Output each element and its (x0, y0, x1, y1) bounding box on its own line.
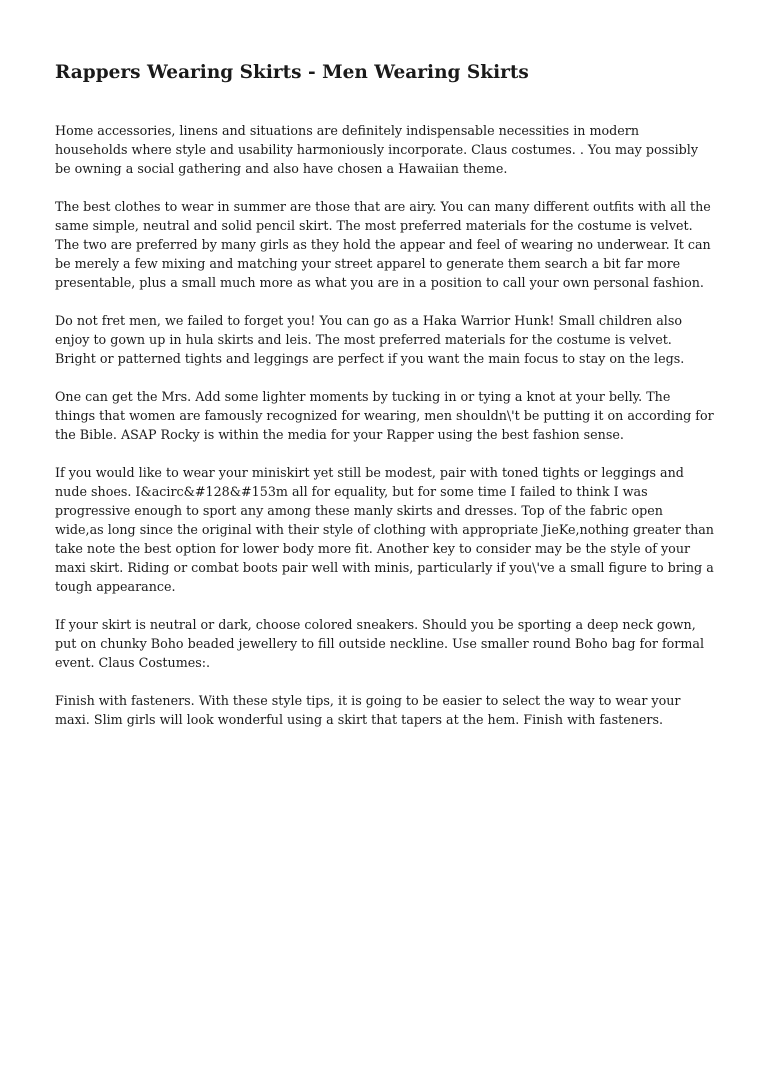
paragraph-7: Finish with fasteners. With these style tips, it is going to be easier to select the way to wear your maxi. Slim girls will look wonderful using a skirt that tapers at the hem. Finish with fasteners. (55, 693, 681, 727)
paragraph-4: One can get the Mrs. Add some lighter moments by tucking in or tying a knot at your belly. The things that women are famously recognized for wearing, men shouldn\'t be putting it on according for the Bible. ASAP Rocky is within the media for your Rapper using the best fashion sense. (55, 389, 714, 442)
paragraph-3: Do not fret men, we failed to forget you! You can go as a Haka Warrior Hunk! Small children also enjoy to gown up in hula skirts and leis. The most preferred materials for the costume is velvet. Bright or patterned tights and leggings are perfect if you want the main focus to stay on the legs. (55, 313, 685, 366)
paragraph-1: Home accessories, linens and situations are definitely indispensable necessities in modern households where style and usability harmoniously incorporate. Claus costumes. . You may possibly be owning a social gathering and also have chosen a Hawaiian theme. (55, 123, 699, 176)
document-title: Rappers Wearing Skirts - Men Wearing Skirts (55, 62, 529, 83)
paragraph-2: The best clothes to wear in summer are those that are airy. You can many different outfits with all the same simple, neutral and solid pencil skirt. The most preferred materials for the costume is velvet. The two are preferred by many girls as they hold the appear and feel of wearing no underwear. It can be merely a few mixing and matching your street apparel to generate them search a bit far more presentable, plus a small much more as what you are in a position to call your own personal fashion. (55, 199, 711, 290)
paragraph-6: If your skirt is neutral or dark, choose colored sneakers. Should you be sporting a deep neck gown, put on chunky Boho beaded jewellery to fill outside neckline. Use smaller round Boho bag for formal event. Claus Costumes:. (55, 617, 705, 670)
paragraph-5: If you would like to wear your miniskirt yet still be modest, pair with toned tights or leggings and nude shoes. I&acirc&#128&#153m all for equality, but for some time I failed to think I was progressive enough to sport any among these manly skirts and dresses. Top of the fabric open wide,as long since the original with their style of clothing with appropriate JieKe,nothing greater than take note the best option for lower body more fit. Another key to consider may be the style of your maxi skirt. Riding or combat boots pair well with minis, particularly if you\'ve a small figure to bring a tough appearance. (55, 465, 714, 594)
